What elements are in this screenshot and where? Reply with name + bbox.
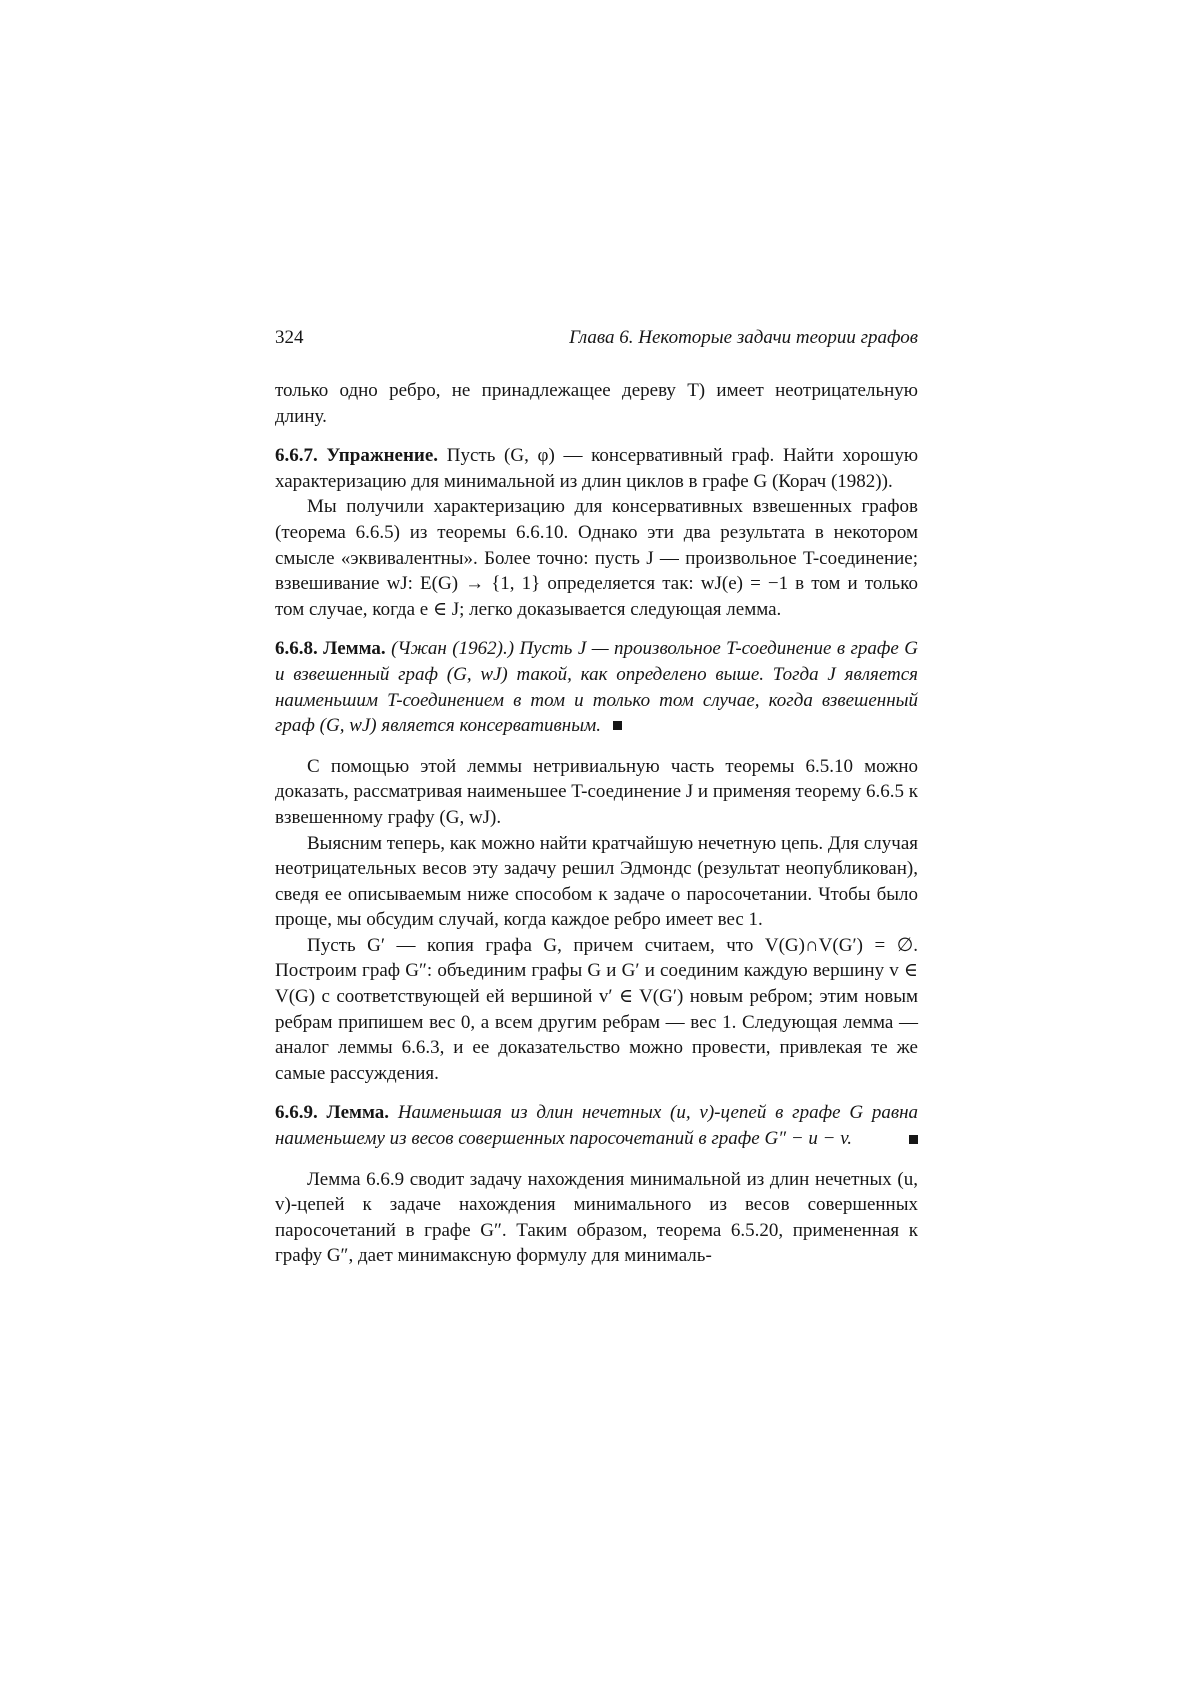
paragraph-copy-graph: Пусть G′ — копия графа G, причем считаем, что V(G)∩V(G′) = ∅. Построим граф G″: объединим графы G и G′ и соединим каждую вершину v ∈ V(G) с соответствующей ей вершиной v′ ∈ V(G′) новым ребром; этим новым ребрам припишем вес 0, а всем другим ребрам — вес 1. Следующая лемма — аналог леммы 6.6.3, и ее доказательство можно провести, привлекая те же самые рассуждения. xyxy=(275,934,918,1084)
lemma-text: (Чжан (1962).) Пусть J — произвольное T-соединение в графе G и взвешенный граф (G, wJ) такой, как определено выше. Тогда J является наименьшим T-соединением в том и только том случае, когда взвешенный граф (G, wJ) является консервативным. xyxy=(275,638,919,737)
paragraph-continuation: только одно ребро, не принадлежащее дереву T) имеет неотрицательную длину. xyxy=(275,380,918,427)
paragraph-odd-path: Выясним теперь, как можно найти кратчайшую нечетную цепь. Для случая неотрицательных весов эту задачу решил Эдмондс (результат неопубликован), сведя ее описываемым ниже способом к задаче о паросочетании. Чтобы было проще, мы обсудим случай, когда каждое ребро имеет вес 1. xyxy=(275,832,918,931)
lemma-heading: 6.6.8. Лемма. xyxy=(275,638,386,660)
qed-mark xyxy=(909,1135,918,1144)
lemma-6-6-9 xyxy=(275,1100,918,1151)
qed-mark xyxy=(613,721,622,730)
body-text xyxy=(275,378,918,1269)
exercise-6-6-7 xyxy=(275,443,918,494)
paragraph-conservative: Мы получили характеризацию для консервативных взвешенных графов (теорема 6.6.5) из теоремы 6.6.10. Однако эти два результата в некотором смысле «эквивалентны». Более точно: пусть J — произвольное T-соединение; взвешивание wJ: E(G) → {1, 1} определяется так: wJ(e) = −1 в том и только том случае, когда e ∈ J; легко доказывается следующая лемма. xyxy=(275,496,918,620)
exercise-heading: 6.6.7. Упражнение. xyxy=(275,445,439,467)
lemma-text: Наименьшая из длин нечетных (u, v)-цепей в графе G равна наименьшему из весов совершенных паросочетаний в графе G″ − u − v. xyxy=(275,1102,919,1150)
page-number: 324 xyxy=(275,327,304,348)
lemma-heading: 6.6.9. Лемма. xyxy=(275,1102,390,1124)
paragraph-reduction: Лемма 6.6.9 сводит задачу нахождения минимальной из длин нечетных (u, v)-цепей к задаче нахождения минимального из весов совершенных паросочетаний в графе G″. Таким образом, теорема 6.5.20, примененная к графу G″, дает минимаксную формулу для минималь- xyxy=(275,1168,918,1267)
lemma-6-6-8 xyxy=(275,636,918,738)
paragraph-nontrivial: С помощью этой леммы нетривиальную часть теоремы 6.5.10 можно доказать, рассматривая наименьшее T-соединение J и применяя теорему 6.6.5 к взвешенному графу (G, wJ). xyxy=(275,755,918,828)
page-header xyxy=(275,323,918,353)
exercise-text: Пусть (G, φ) — консервативный граф. Найти хорошую характеризацию для минимальной из длин циклов в графе G (Корач (1982)). xyxy=(275,445,919,492)
running-title: Глава 6. Некоторые задачи теории графов xyxy=(569,327,918,348)
